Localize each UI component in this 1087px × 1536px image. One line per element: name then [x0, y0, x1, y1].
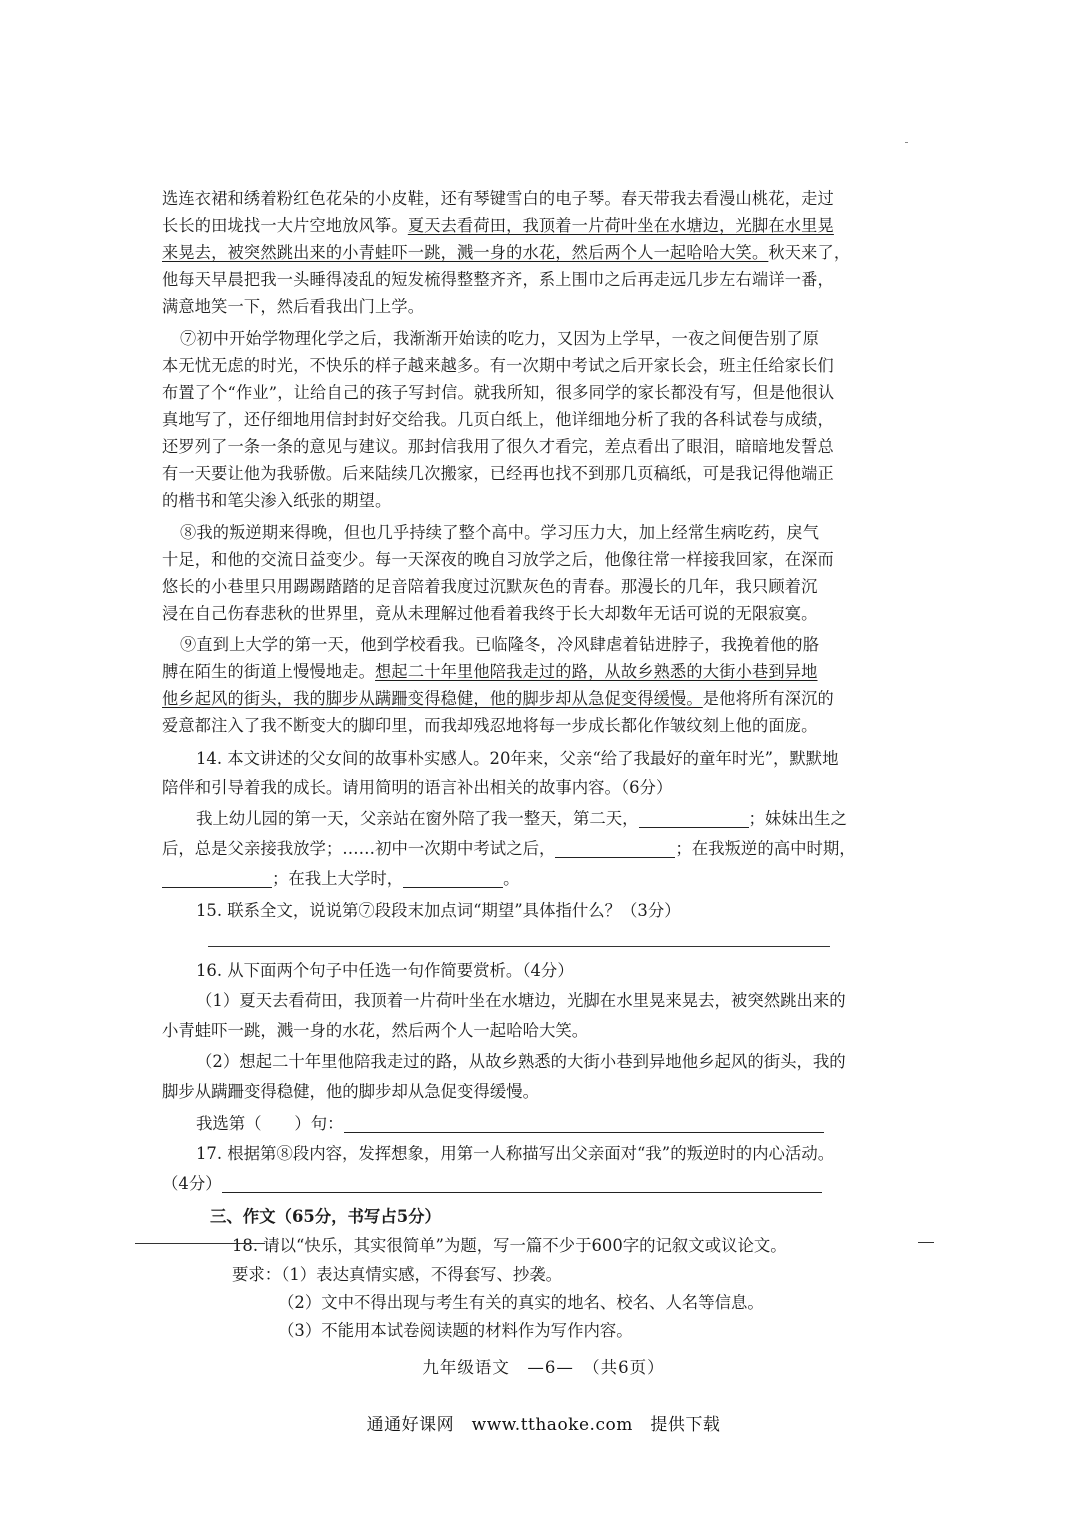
q14-fill-text-4: ；在我叛逆的高中时期，	[675, 839, 856, 858]
q16-choice-label: 我选第（ ）句：	[196, 1114, 344, 1133]
q15-stem: 15. 联系全文，说说第⑦段段末加点词“期望”具体指什么？（3分）	[196, 901, 681, 920]
p6-line-4: 他每天早晨把我一头睡得凌乱的短发梳得整整齐齐，系上围巾之后再走远几步左右端详一番，	[162, 270, 834, 289]
q17-answer-blank[interactable]	[222, 1176, 822, 1193]
p7-line-3: 布置了个“作业”，让给自己的孩子写封信。就我所知，很多同学的家长都没有写，但是他很认	[162, 383, 835, 402]
q14-fill-text-1: 我上幼儿园的第一天，父亲站在窗外陪了我一整天，第二天，	[196, 809, 639, 828]
q14-fill-text-5: ；在我上大学时，	[272, 869, 404, 888]
p7-line-1: ⑦初中开始学物理化学之后，我渐渐开始读的吃力，又因为上学早，一夜之间便告别了原	[180, 329, 820, 348]
p6-underlined-sentence-a: 夏天去看荷田，我顶着一片荷叶坐在水塘边，光脚在水里晃	[407, 216, 834, 235]
p7-line-2: 本无忧无虑的时光，不快乐的样子越来越多。有一次期中考试之后开家长会，班主任给家长们	[162, 356, 834, 375]
p9-line-3-tail: 是他将所有深沉的	[702, 689, 834, 708]
p8-line-4: 浸在自己伤春悲秋的世界里，竟从未理解过他看着我终于长大却数年无话可说的无限寂寞。	[162, 604, 818, 623]
q14-fill-text-2: ；妹妹出生之	[748, 809, 847, 828]
q17-stem: 17. 根据第⑧段内容，发挥想象，用第一人称描写出父亲面对“我”的叛逆时的内心活动。	[196, 1144, 835, 1163]
q16-option-1-line-1: （1）夏天去看荷田，我顶着一片荷叶坐在水塘边，光脚在水里晃来晃去，被突然跳出来的	[196, 991, 846, 1010]
q16-option-1-line-2: 小青蛙吓一跳，溅一身的水花，然后两个人一起哈哈大笑。	[162, 1021, 589, 1040]
q16-option-2-line-1: （2）想起二十年里他陪我走过的路，从故乡熟悉的大街小巷到异地他乡起风的街头，我的	[196, 1052, 846, 1071]
p9-line-4: 爱意都注入了我不断变大的脚印里，而我却残忍地将每一步成长都化作皱纹刻上他的面庞。	[162, 716, 818, 735]
p6-line-3-tail: 秋天来了，	[768, 243, 851, 262]
scan-speck	[905, 142, 908, 143]
requirement-3: （3）不能用本试卷阅读题的材料作为写作内容。	[278, 1321, 633, 1340]
p9-line-2-text: 膊在陌生的街道上慢慢地走。	[162, 662, 376, 681]
requirement-1: （1）表达真情实感，不得套写、抄袭。	[281, 1265, 563, 1284]
p9-underlined-sentence-b: 他乡起风的街头，我的脚步从蹒跚变得稳健，他的脚步却从急促变得缓慢。	[162, 689, 703, 708]
p6-line-3	[162, 240, 851, 266]
q14-stem-line-2: 陪伴和引导着我的成长。请用简明的语言补出相关的故事内容。（6分）	[162, 778, 673, 797]
requirement-1-line	[232, 1262, 832, 1288]
p6-line-1: 选连衣裙和绣着粉红色花朵的小皮鞋，还有琴键雪白的电子琴。春天带我去看漫山桃花，走过	[162, 189, 834, 208]
q16-answer-blank[interactable]	[344, 1116, 824, 1133]
requirement-2: （2）文中不得出现与考生有关的真实的地名、校名、人名等信息。	[278, 1293, 764, 1312]
scan-rule-left	[135, 1243, 265, 1244]
q14-blank-1[interactable]	[639, 811, 749, 828]
p9-line-2	[162, 659, 830, 685]
p7-line-5: 还罗列了一条一条的意见与建议。那封信我用了很久才看完，差点看出了眼泪，暗暗地发誓总	[162, 437, 834, 456]
requirements-label: 要求：	[232, 1265, 282, 1284]
q14-stem-line-1: 14. 本文讲述的父女间的故事朴实感人。20年来，父亲“给了我最好的童年时光”，默默地	[196, 749, 839, 768]
q14-fill-line-2	[162, 836, 856, 862]
p7-line-4: 真地写了，还仔细地用信封封好交给我。几页白纸上，他详细地分析了我的各科试卷与成绩，	[162, 410, 834, 429]
q15-answer-line[interactable]	[208, 946, 830, 947]
q14-fill-text-3: 后，总是父亲接我放学；……初中一次期中考试之后，	[162, 839, 556, 858]
p7-line-7: 的楷书和笔尖渗入纸张的期望。	[162, 491, 392, 510]
q14-blank-2[interactable]	[555, 841, 675, 858]
q17-answer-line	[162, 1171, 830, 1197]
q14-fill-text-6: 。	[503, 869, 520, 888]
p7-line-6: 有一天要让他为我骄傲。后来陆续几次搬家，已经再也找不到那几页稿纸，可是我记得他端正	[162, 464, 834, 483]
p6-line-2-text: 长长的田垅找一大片空地放风筝。	[162, 216, 408, 235]
p8-line-1: ⑧我的叛逆期来得晚，但也几乎持续了整个高中。学习压力大，加上经常生病吃药，戾气	[180, 523, 820, 542]
q17-score: （4分）	[162, 1174, 222, 1193]
page-footer: 九年级语文 —6— （共6页）	[422, 1358, 665, 1377]
q14-blank-4[interactable]	[403, 871, 503, 888]
p9-line-1: ⑨直到上大学的第一天，他到学校看我。已临隆冬，冷风肆虐着钻进脖子，我挽着他的胳	[180, 635, 820, 654]
p9-line-3	[162, 686, 834, 712]
q14-blank-3[interactable]	[162, 871, 272, 888]
q18-prompt: 18. 请以“快乐，其实很简单”为题，写一篇不少于600字的记叙文或议论文。	[232, 1236, 787, 1255]
q14-fill-line-1	[196, 806, 847, 832]
scan-rule-right	[918, 1242, 934, 1243]
p6-line-5: 满意地笑一下，然后看我出门上学。	[162, 297, 425, 316]
p9-underlined-sentence-a: 想起二十年里他陪我走过的路，从故乡熟悉的大街小巷到异地	[375, 662, 818, 681]
composition-heading: 三、作文（65分，书写占5分）	[210, 1207, 441, 1226]
q16-option-2-line-2: 脚步从蹒跚变得稳健，他的脚步却从急促变得缓慢。	[162, 1082, 539, 1101]
q16-choice-line	[196, 1111, 830, 1137]
q14-fill-line-3	[162, 866, 830, 892]
p6-line-2	[162, 213, 834, 239]
p8-line-3: 悠长的小巷里只用踢踢踏踏的足音陪着我度过沉默灰色的青春。那漫长的几年，我只顾着沉	[162, 577, 818, 596]
download-watermark: 通通好课网 www.tthaoke.com 提供下载	[366, 1415, 721, 1435]
p6-underlined-sentence-b: 来晃去，被突然跳出来的小青蛙吓一跳，溅一身的水花，然后两个人一起哈哈大笑。	[162, 243, 769, 262]
q16-stem: 16. 从下面两个句子中任选一句作简要赏析。（4分）	[196, 961, 574, 980]
p8-line-2: 十足，和他的交流日益变少。每一天深夜的晚自习放学之后，他像往常一样接我回家，在深而	[162, 550, 834, 569]
